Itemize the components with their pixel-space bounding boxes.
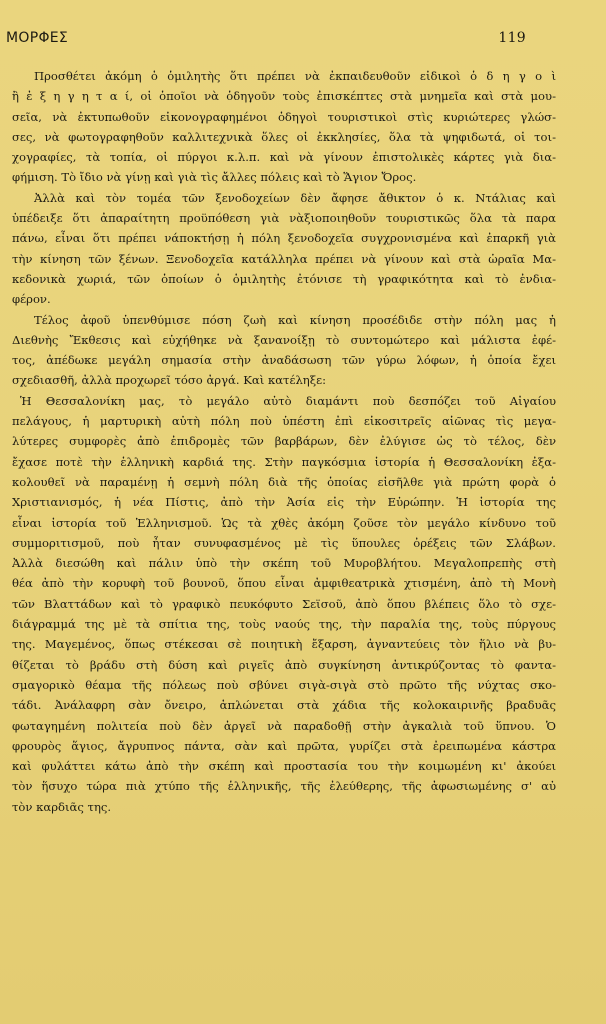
text-line: κολουθεῖ νὰ παραμένῃ ἡ σεμνὴ πόλη διὰ τῆς ὁποίας εἰσῆλθε γιὰ πρώτη φορὰ ὁ [12, 474, 556, 489]
page-number: 119 [498, 30, 526, 46]
journal-title: ΜΟΡΦΕΣ [6, 30, 69, 46]
text-line: πελάγους, ἡ μαρτυρικὴ αὐτὴ πόλη ποὺ ὑπέστη ἐπὶ εἰκοσιτρεῖς αἰῶνας τὶς μεγα- [12, 414, 556, 429]
text-line: Ἀλλὰ καὶ τὸν τομέα τῶν ξενοδοχείων δὲν ἄφησε ἄθικτον ὁ κ. Ντάλιας καὶ [34, 190, 556, 205]
text-line: χογραφίες, τὰ τοπία, οἱ πύργοι κ.λ.π. καὶ νὰ γίνουν ἐπιστολικὲς κάρτες γιὰ δια- [12, 150, 556, 165]
text-line: τὸν ἥσυχο τώρα πιὰ χτύπο τῆς ἑλληνικῆς, τῆς ἐλεύθερης, τῆς ἀφωσιωμένης σ' αὐ [12, 779, 556, 794]
text-line: ἢ ἐ ξ η γ η τ α ί, οἱ ὁποῖοι νὰ ὁδηγοῦν τοὺς ἐπισκέπτες στὰ μνημεῖα καὶ στὰ μου- [12, 89, 556, 104]
text-line: κεδονικὰ χωριά, τῶν ὁποίων ὁ ὁμιλητὴς ἐτόνισε τὴ γραφικότητα καὶ τὸ ἐνδια- [12, 271, 556, 286]
text-line: τος, ἀπέδωκε μεγάλη σημασία στὴν ἀναδάσωση τῶν γύρω λόφων, ἡ ὁποία ἔχει [12, 353, 556, 368]
text-line: φωταγημένη πολιτεία ποὺ δὲν ἀργεῖ νὰ παραδοθῇ στὴν ἀγκαλιὰ τοῦ ὕπνου. Ὁ [12, 718, 556, 733]
text-line: Διεθνὴς Ἔκθεσις καὶ εὐχήθηκε νὰ ξανανοίξῃ τὸ συντομώτερο καὶ μάλιστα ἐφέ- [12, 332, 556, 347]
text-line: Ἡ Θεσσαλονίκη μας, τὸ μεγάλο αὐτὸ διαμάντι ποὺ δεσπόζει τοῦ Αἰγαίου [20, 393, 556, 408]
text-line: εἶναι ἱστορία τοῦ Ἑλληνισμοῦ. Ὡς τὰ χθὲς ἀκόμη ζοῦσε τὸν μεγάλο κίνδυνο τοῦ [12, 515, 556, 530]
text-line: ὑπέδειξε ὅτι ἀπαραίτητη προϋπόθεση γιὰ νὰξιοποιηθοῦν τουριστικῶς ὅλα τὰ παρα [12, 211, 556, 226]
text-line: θίζεται τὸ βράδυ στὴ δύση καὶ ριγεῖς ἀπὸ συγκίνηση ἀντικρύζοντας τὸ φαντα- [12, 657, 556, 672]
text-line: φέρον. [12, 292, 51, 307]
text-line: συμμοριτισμοῦ, ποὺ ἦταν συνυφασμένος μὲ τὶς ὕπουλες ὀρέξεις τῶν Σλάβων. [12, 535, 556, 550]
text-line: σεῖα, νὰ ἐκτυπωθοῦν εἰκονογραφημένοι ὁδηγοὶ τουριστικοὶ στὶς κυριώτερες γλώσ- [12, 109, 556, 124]
text-line: σμαγορικὸ θέαμα τῆς πόλεως ποὺ σβύνει σιγὰ-σιγὰ στὸ πρῶτο τῆς νύχτας σκο- [12, 677, 556, 692]
text-line: Χριστιανισμός, ἡ νέα Πίστις, ἀπὸ τὴν Ἀσία εἰς τὴν Εὐρώπην. Ἡ ἱστορία της [12, 495, 556, 510]
text-line: λύτερες συμφορὲς ἀπὸ ἐπιδρομὲς τῶν βαρβάρων, δὲν ἐλύγισε ὡς τὸ τέλος, δὲν [12, 434, 556, 449]
text-line: σες, νὰ φωτογραφηθοῦν καλλιτεχνικὰ ὅλες οἱ ἐκκλησίες, ὅλα τὰ ψηφιδωτά, οἱ τοι- [12, 129, 556, 144]
text-line: Ἀλλὰ διεσώθη καὶ πάλιν ὑπὸ τὴν σκέπη τοῦ Μυροβλήτου. Μεγαλοπρεπὴς στὴ [12, 556, 556, 571]
text-line: θέα ἀπὸ τὴν κορυφὴ τοῦ βουνοῦ, ὅπου εἶναι ἀμφιθεατρικὰ χτισμένη, ἀπὸ τὴ Μονὴ [12, 576, 556, 591]
text-line: φρουρὸς ἅγιος, ἄγρυπνος πάντα, σὰν καὶ πρῶτα, γυρίζει στὰ ἐρειπωμένα κάστρα [12, 738, 556, 753]
text-line: ἔχασε ποτὲ τὴν ἑλληνικὴ καρδιά της. Στὴν παγκόσμια ἱστορία ἡ Θεσσαλονίκη ἐξα- [12, 454, 556, 469]
text-line: τὸν καρδιᾶς της. [12, 799, 112, 814]
text-line: Τέλος ἀφοῦ ὑπενθύμισε πόση ζωὴ καὶ κίνηση προσέδιδε στὴν πόλη μας ἡ [34, 312, 556, 327]
text-line: της. Μαγεμένος, ὅπως στέκεσαι σὲ ποιητικὴ ἔξαρση, ἀγναντεύεις τὸν ἥλιο νὰ βυ- [12, 637, 556, 652]
text-line: πάνω, εἶναι ὅτι πρέπει νάποκτήσῃ ἡ πόλη ξενοδοχεῖα συγχρονισμένα καὶ ἐπαρκῆ γιὰ [12, 231, 556, 246]
text-line: καὶ φυλάττει κάτω ἀπὸ τὴν σκέπη καὶ προστασία του τὴν κοιμωμένη κι' ἀκούει [12, 759, 556, 774]
text-line: διάγραμμά της μὲ τὰ σπίτια της, τοὺς ναούς της, τὴν παραλία της, τοὺς πύργους [12, 617, 556, 632]
text-line: Προσθέτει ἀκόμη ὁ ὁμιλητὴς ὅτι πρέπει νὰ ἐκπαιδευθοῦν εἰδικοὶ ὁ δ η γ ο ὶ [34, 69, 556, 83]
text-line: τῶν Βλαττάδων καὶ τὸ γραφικὸ πευκόφυτο Σεϊσοῦ, ἀπὸ ὅπου βλέπεις ὅλο τὸ σχε- [12, 596, 556, 611]
running-header [6, 30, 526, 52]
text-line: τάδι. Ἀνάλαφρη σὰν ὄνειρο, ἁπλώνεται στὰ χάδια τῆς κολοκαιρινῆς βραδυᾶς [12, 698, 556, 713]
text-line: φήμιση. Τὸ ἴδιο νὰ γίνῃ καὶ γιὰ τὶς ἄλλες πόλεις καὶ τὸ Ἅγιον Ὄρος. [12, 170, 417, 185]
text-line: σχεδιασθῆ, ἀλλὰ προχωρεῖ τόσο ἀργά. Καὶ κατέληξε: [12, 373, 327, 388]
body-text [12, 66, 556, 817]
text-line: τὴν κίνηση τῶν ξένων. Ξενοδοχεῖα κατάλληλα πρέπει νὰ γίνουν καὶ στὰ ὡραῖα Μα- [12, 251, 556, 266]
